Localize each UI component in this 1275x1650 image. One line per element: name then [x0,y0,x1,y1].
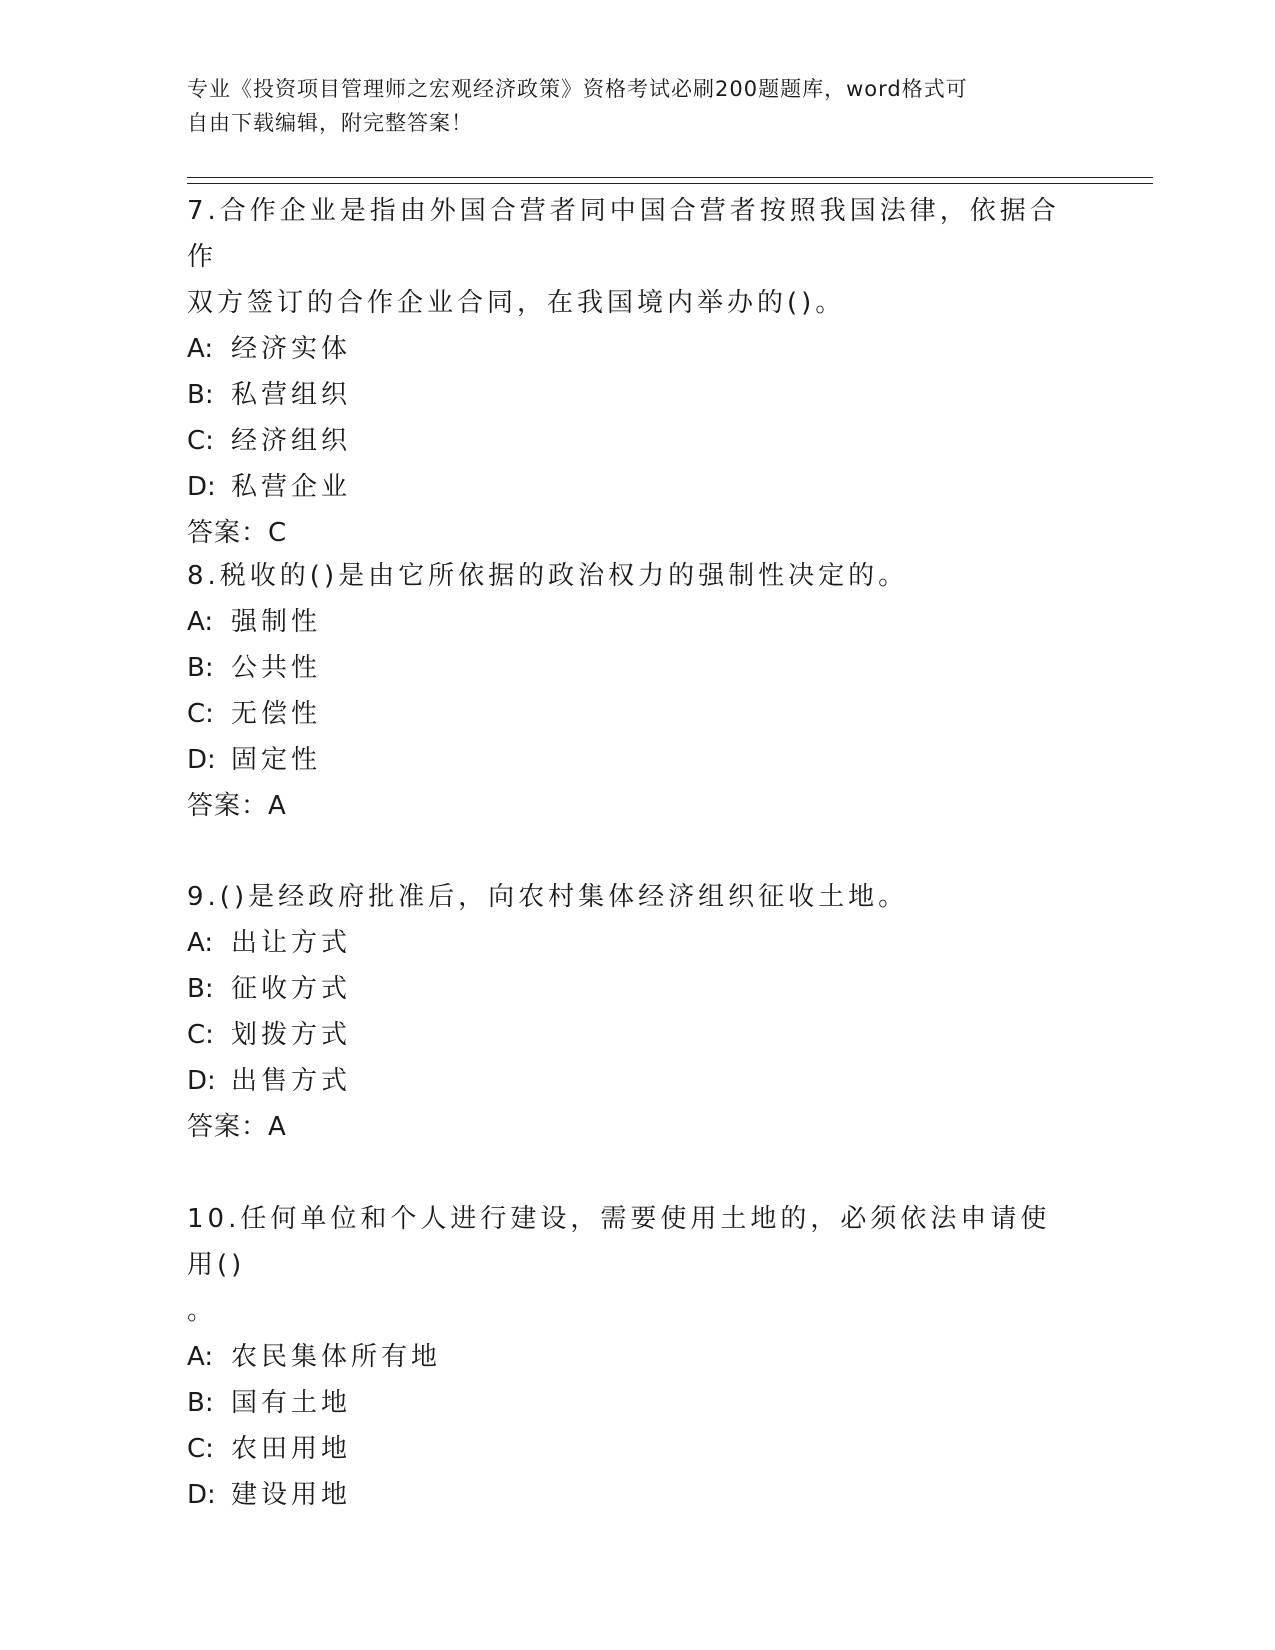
option-letter: C: [187,699,214,729]
option-b [187,645,1067,691]
option-letter: A: [187,1342,214,1372]
option-b [187,966,1067,1012]
header-divider-top [187,177,1153,178]
answer-line: 答案：A [187,791,287,821]
answer-line: 答案：A [187,1112,287,1142]
header-divider-bottom [187,183,1153,184]
option-a [187,1334,1067,1380]
option-text: 私营组织 [231,380,352,410]
option-d [187,737,1067,783]
option-a [187,326,1067,372]
answer-line: 答案：C [187,518,288,548]
question-stem: 10.任何单位和个人进行建设，需要使用土地的，必须依法申请使用() [187,1204,1051,1280]
document-header [187,72,1067,140]
option-letter: B: [187,1388,214,1418]
option-text: 出售方式 [231,1066,352,1096]
option-letter: A: [187,334,214,364]
option-c [187,418,1067,464]
option-letter: D: [187,745,216,775]
option-letter: B: [187,974,214,1004]
option-letter: D: [187,472,216,502]
option-letter: B: [187,380,214,410]
question-8 [187,553,1067,829]
option-a [187,599,1067,645]
question-stem: 9.()是经政府批准后，向农村集体经济组织征收土地。 [187,882,909,912]
option-text: 建设用地 [231,1480,352,1510]
header-line-1: 专业《投资项目管理师之宏观经济政策》资格考试必刷200题题库，word格式可 [187,77,968,101]
option-letter: D: [187,1066,216,1096]
option-b [187,372,1067,418]
option-text: 无偿性 [231,699,322,729]
option-text: 划拨方式 [231,1020,352,1050]
option-c [187,691,1067,737]
option-d [187,1058,1067,1104]
option-text: 固定性 [231,745,322,775]
question-stem-continued: 。 [187,1296,218,1326]
option-text: 征收方式 [231,974,352,1004]
option-letter: B: [187,653,214,683]
question-stem: 7.合作企业是指由外国合营者同中国合营者按照我国法律，依据合作 [187,196,1060,272]
option-text: 国有土地 [231,1388,352,1418]
question-7 [187,188,1067,556]
option-text: 强制性 [231,607,322,637]
option-b [187,1380,1067,1426]
option-text: 经济组织 [231,426,352,456]
option-letter: D: [187,1480,216,1510]
option-letter: C: [187,426,214,456]
option-text: 农民集体所有地 [231,1342,442,1372]
question-stem-continued: 双方签订的合作企业合同，在我国境内举办的()。 [187,288,846,318]
option-letter: C: [187,1020,214,1050]
question-10 [187,1196,1067,1518]
header-line-2: 自由下载编辑，附完整答案！ [187,111,473,135]
question-stem: 8.税收的()是由它所依据的政治权力的强制性决定的。 [187,561,909,591]
question-9 [187,874,1067,1150]
option-c [187,1012,1067,1058]
option-text: 农田用地 [231,1434,352,1464]
option-text: 私营企业 [231,472,352,502]
option-d [187,1472,1067,1518]
option-a [187,920,1067,966]
option-letter: A: [187,928,214,958]
option-letter: A: [187,607,214,637]
option-letter: C: [187,1434,214,1464]
option-c [187,1426,1067,1472]
option-text: 经济实体 [231,334,352,364]
option-text: 公共性 [231,653,322,683]
option-d [187,464,1067,510]
option-text: 出让方式 [231,928,352,958]
